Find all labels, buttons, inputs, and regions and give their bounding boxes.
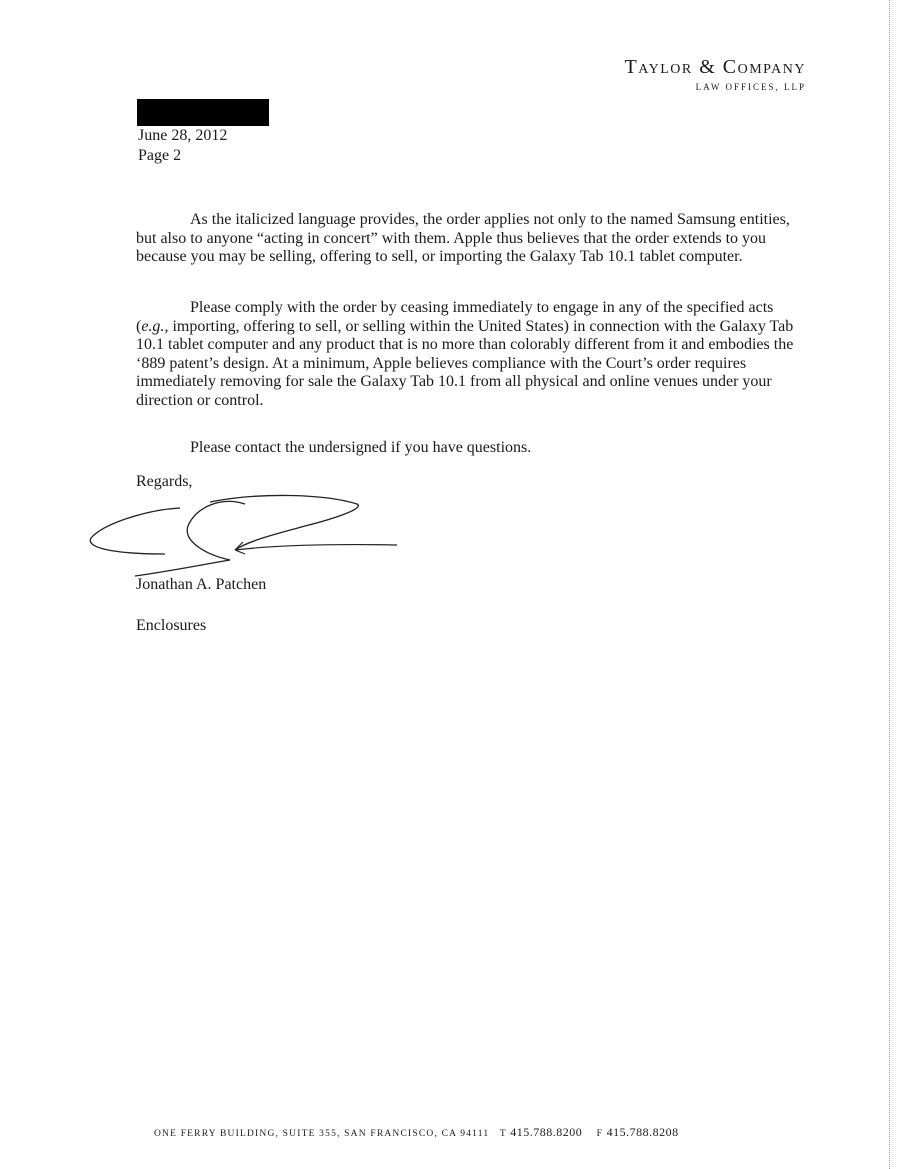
footer-address — [154, 1125, 679, 1140]
signer-name: Jonathan A. Patchen — [136, 576, 267, 593]
page-number: Page 2 — [138, 147, 182, 164]
footer-phone-prefix: T — [499, 1129, 507, 1139]
paragraph-2-eg: e.g. — [141, 317, 165, 335]
body-paragraph-3 — [136, 439, 796, 458]
closing-salutation: Regards, — [136, 473, 193, 490]
page-edge-line — [888, 0, 890, 1169]
firm-name: Taylor & Company — [624, 56, 806, 78]
enclosures-note: Enclosures — [136, 617, 207, 634]
handwritten-signature — [85, 488, 405, 580]
footer-street: ONE FERRY BUILDING, SUITE 355, SAN FRANCISCO, CA 94111 — [154, 1129, 490, 1139]
paragraph-2-text-a: Please comply with the order by ceasing immediately to engage in any of the specified acts ( — [136, 299, 774, 335]
letterhead — [625, 56, 806, 92]
footer-phone: 415.788.8200 — [510, 1125, 583, 1139]
paragraph-3-text: Please contact the undersigned if you have questions. — [190, 439, 532, 456]
firm-subtitle: LAW OFFICES, LLP — [695, 82, 806, 92]
footer-fax: 415.788.8208 — [606, 1125, 679, 1139]
body-paragraph-1 — [136, 211, 796, 267]
footer-fax-prefix: F — [596, 1129, 604, 1139]
redaction-box — [137, 99, 269, 126]
paragraph-1-text: As the italicized language provides, the order applies not only to the named Samsung entities, but also to anyone “acting in concert” with them. Apple thus believes that the order extends to you because you may be selling, offering to sell, or importing the Galaxy Tab 10.1 tablet computer. — [136, 211, 790, 265]
letter-date: June 28, 2012 — [138, 127, 228, 144]
paragraph-2-text-b: , importing, offering to sell, or selling within the United States) in connection with the Galaxy Tab 10.1 tablet computer and any product that is no more than colorably different from it and embodies the ‘889 patent’s design. At a minimum, Apple believes compliance with the Court’s order requires immediately removing for sale the Galaxy Tab 10.1 from all physical and online venues under your direction or control. — [136, 317, 794, 409]
body-paragraph-2 — [136, 299, 796, 410]
